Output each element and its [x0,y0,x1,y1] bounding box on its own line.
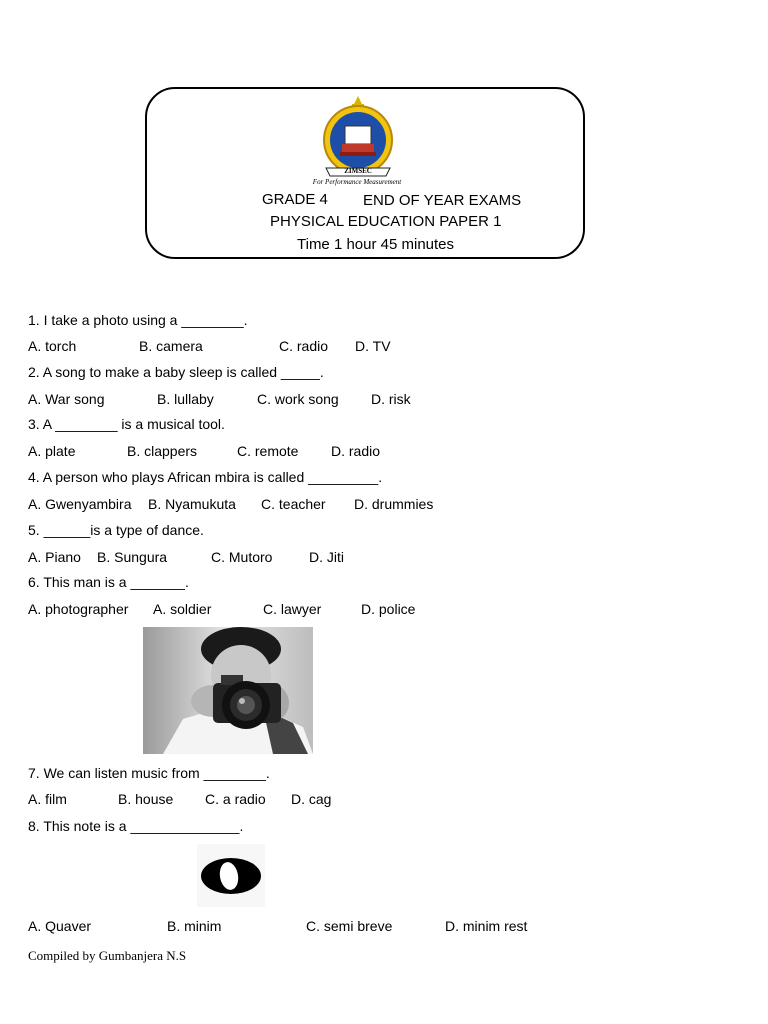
q3-option-b: B. clappers [127,443,198,459]
time-label: Time 1 hour 45 minutes [297,236,455,253]
logo-tagline: For Performance Measurement [312,178,402,186]
question-5: 5. ______is a type of dance. [28,522,204,538]
q2-option-c: C. work song [257,391,339,407]
q1-option-a: A. torch [28,338,77,354]
q5-option-a: A. Piano [28,549,81,565]
question-3: 3. A ________ is a musical tool. [28,416,225,432]
q6-option-d: D. police [361,601,416,617]
q7-option-d: D. cag [291,791,332,807]
q5-option-d: D. Jiti [309,549,344,565]
q3-option-c: C. remote [237,443,299,459]
logo-ribbon-text: ZIMSEC [344,167,372,175]
q7-option-b: B. house [118,791,174,807]
question-8: 8. This note is a ______________. [28,818,244,834]
q6-option-c: C. lawyer [263,601,322,617]
subject-label: PHYSICAL EDUCATION PAPER 1 [270,213,502,230]
question-7: 7. We can listen music from ________. [28,765,270,781]
q8-option-c: C. semi breve [306,918,393,934]
q3-option-a: A. plate [28,443,76,459]
q6-option-b: A. soldier [153,601,212,617]
compiled-by-footer: Compiled by Gumbanjera N.S [28,948,187,963]
question-4: 4. A person who plays African mbira is called _________. [28,469,383,485]
question-6: 6. This man is a _______. [28,574,189,590]
question-1: 1. I take a photo using a ________. [28,312,248,328]
q4-option-c: C. teacher [261,496,326,512]
q7-option-c: C. a radio [205,791,266,807]
q2-option-d: D. risk [371,391,411,407]
q4-option-a: A. Gwenyambira [28,496,132,512]
grade-label: GRADE 4 [262,191,328,208]
q4-option-b: B. Nyamukuta [148,496,236,512]
q1-option-c: C. radio [279,338,329,354]
q7-option-a: A. film [28,791,67,807]
q1-option-d: D. TV [355,338,391,354]
q4-option-d: D. drummies [354,496,434,512]
q5-option-c: C. Mutoro [211,549,273,565]
q8-option-d: D. minim rest [445,918,528,934]
q2-option-b: B. lullaby [157,391,214,407]
q8-option-a: A. Quaver [28,918,92,934]
question-2: 2. A song to make a baby sleep is called _____. [28,364,324,380]
q6-option-a: A. photographer [28,601,129,617]
zimsec-logo [312,94,404,190]
q8-option-b: B. minim [167,918,222,934]
semibreve-note-image [197,844,265,907]
q2-option-a: A. War song [28,391,105,407]
q5-option-b: B. Sungura [97,549,168,565]
photographer-image [143,627,313,754]
exam-label: END OF YEAR EXAMS [363,192,522,209]
q1-option-b: B. camera [139,338,203,354]
q3-option-d: D. radio [331,443,381,459]
